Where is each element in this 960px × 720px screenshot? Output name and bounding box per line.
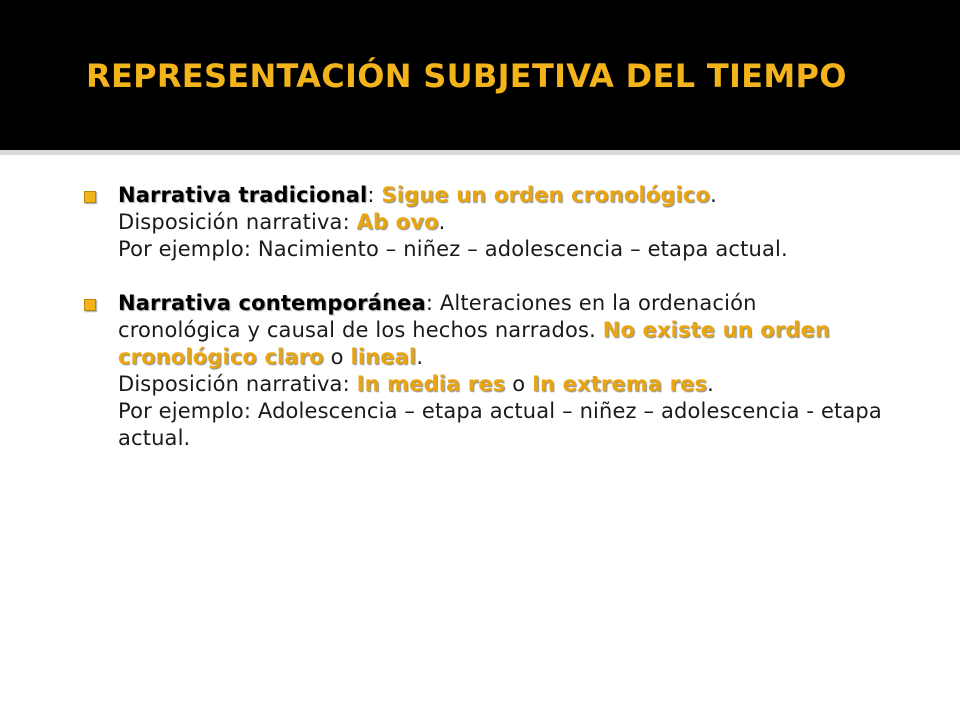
bullet-term: Narrativa contemporánea bbox=[118, 291, 426, 315]
separator: : bbox=[367, 183, 382, 207]
title-bar bbox=[0, 0, 960, 150]
description-text: Alteraciones en la ordenación cronológica y causal de los hechos narrados. bbox=[118, 291, 757, 342]
square-bullet-icon bbox=[84, 191, 96, 203]
punctuation: . bbox=[707, 372, 714, 396]
highlight-text: No existe un orden cronológico claro bbox=[118, 318, 831, 369]
punctuation: . bbox=[438, 210, 446, 234]
disposition-label: Disposición narrativa: bbox=[118, 210, 357, 234]
disposition-value: In media res bbox=[356, 372, 506, 396]
punctuation: . bbox=[710, 183, 717, 207]
bullet-paragraph bbox=[118, 290, 884, 371]
disposition-value: In extrema res bbox=[532, 372, 708, 396]
bullet-term: Narrativa tradicional bbox=[118, 183, 368, 207]
bullet-narrativa-contemporanea bbox=[84, 290, 884, 452]
square-bullet-icon bbox=[84, 299, 96, 311]
connector-text: o bbox=[505, 372, 533, 396]
slide-title: REPRESENTACIÓN SUBJETIVA DEL TIEMPO bbox=[86, 57, 847, 95]
highlight-text: Sigue un orden cronológico bbox=[381, 183, 711, 207]
example-text: Por ejemplo: Adolescencia – etapa actual – niñez – adolescencia - etapa actual. bbox=[118, 399, 882, 450]
bullet-line bbox=[118, 182, 884, 209]
connector-text: o bbox=[323, 345, 351, 369]
disposition-label: Disposición narrativa: bbox=[118, 372, 357, 396]
bullet-narrativa-tradicional bbox=[84, 182, 884, 263]
disposition-value: Ab ovo bbox=[356, 210, 439, 234]
separator: : bbox=[425, 291, 440, 315]
highlight-text: lineal bbox=[350, 345, 417, 369]
slide-content bbox=[84, 182, 884, 452]
punctuation: . bbox=[416, 345, 424, 369]
disposition-line bbox=[118, 371, 884, 398]
disposition-line bbox=[118, 209, 884, 236]
title-divider bbox=[0, 150, 960, 155]
example-text: Por ejemplo: Nacimiento – niñez – adolescencia – etapa actual. bbox=[118, 237, 788, 261]
